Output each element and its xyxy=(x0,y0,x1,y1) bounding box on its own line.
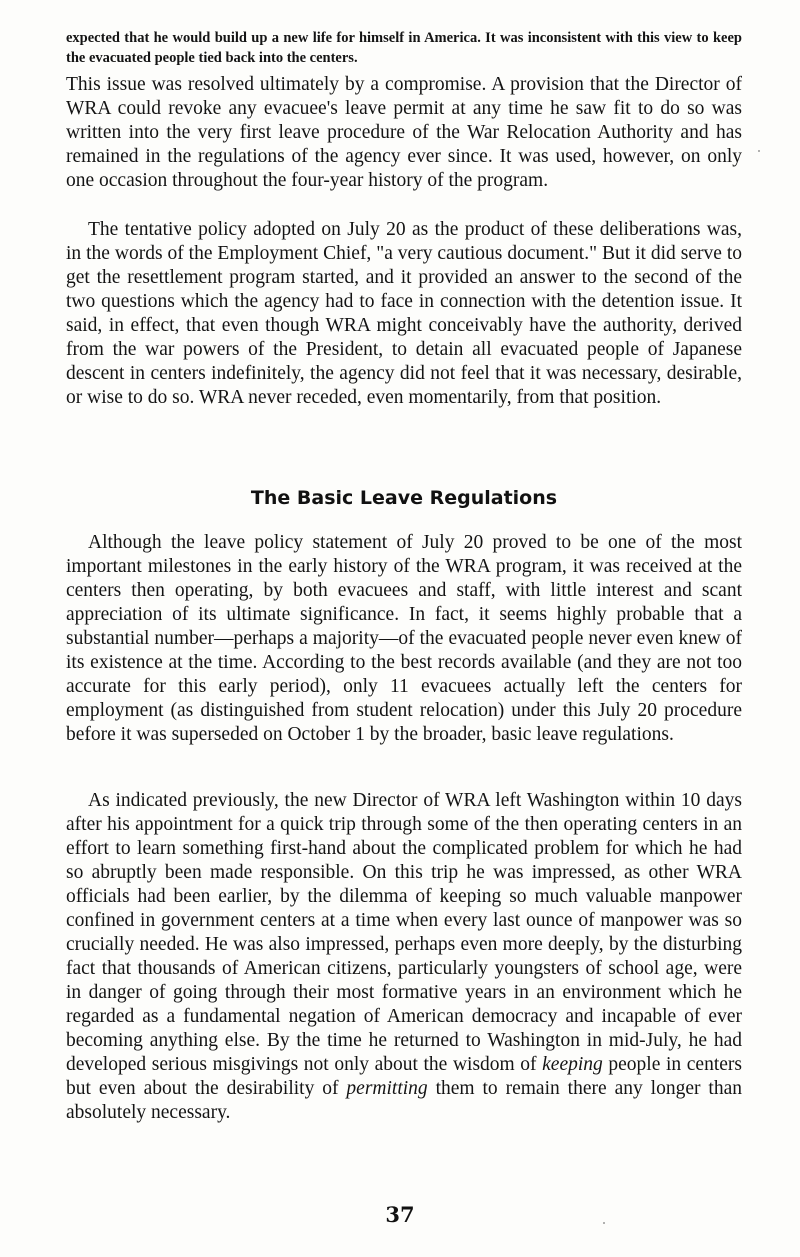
scan-speck xyxy=(758,150,760,152)
paragraph-text: As indicated previously, the new Director of WRA left Washington within 10 days after his appointment for a quick trip through some of the then operating centers in an effort to learn something first-hand about the complicated problem for which he had so abruptly been made responsible. On this trip he was impressed, as other WRA officials had been earlier, by the dilemma of keeping so much valuable manpower confined in government centers at a time when every last ounce of manpower was so crucially needed. He was also impressed, perhaps even more deeply, by the disturbing fact that thousands of American citizens, particularly youngsters of school age, were in danger of going through their most formative years in an environment which he regarded as a fundamental negation of American democracy and incapable of ever becoming anything else. By the time he returned to Washington in mid-July, he had developed serious misgivings not only about the wisdom of xyxy=(66,790,742,1075)
paragraph-text: them to remain there any longer than absolutely necessary. xyxy=(66,1078,742,1123)
scan-speck xyxy=(603,1222,605,1224)
paragraph-text: people in centers but even about the desirability of xyxy=(66,1054,742,1099)
emphasis-permitting: permitting xyxy=(346,1078,428,1099)
page-number: 37 xyxy=(385,1202,415,1227)
paragraph-director-trip xyxy=(66,789,742,1125)
section-heading: The Basic Leave Regulations xyxy=(250,487,558,509)
paragraph-tentative-policy: The tentative policy adopted on July 20 as the product of these deliberations was, in the words of the Employment Chief, "a very cautious document." But it did serve to get the resettlement program started, and it provided an answer to the second of the two questions which the agency had to face in connection with the detention issue. It said, in effect, that even though WRA might conceivably have the authority, derived from the war powers of the President, to detain all evacuated people of Japanese descent in centers indefinitely, the agency did not feel that it was necessary, desirable, or wise to do so. WRA never receded, even momentarily, from that position. xyxy=(66,219,742,408)
paragraph-compromise: This issue was resolved ultimately by a compromise. A provision that the Director of WRA could revoke any evacuee's leave permit at any time he saw fit to do so was written into the very first leave procedure of the War Relocation Authority and has remained in the regulations of the agency ever since. It was used, however, on only one occasion throughout the four-year history of the program. xyxy=(66,74,742,191)
paragraph-leave-policy: Although the leave policy statement of July 20 proved to be one of the most important milestones in the early history of the WRA program, it was received at the centers then operating, by both evacuees and staff, with little interest and scant appreciation of its ultimate significance. In fact, it seems highly probable that a substantial number—perhaps a majority—of the evacuated people never even knew of its existence at the time. According to the best records available (and they are not too accurate for this early period), only 11 evacuees actually left the centers for employment (as distinguished from student relocation) under this July 20 procedure before it was superseded on October 1 by the broader, basic leave regulations. xyxy=(66,532,742,745)
carryover-text: expected that he would build up a new life for himself in America. It was inconsistent with this view to keep the evacuated people tied back into the centers. xyxy=(66,30,742,66)
emphasis-keeping: keeping xyxy=(542,1054,603,1075)
